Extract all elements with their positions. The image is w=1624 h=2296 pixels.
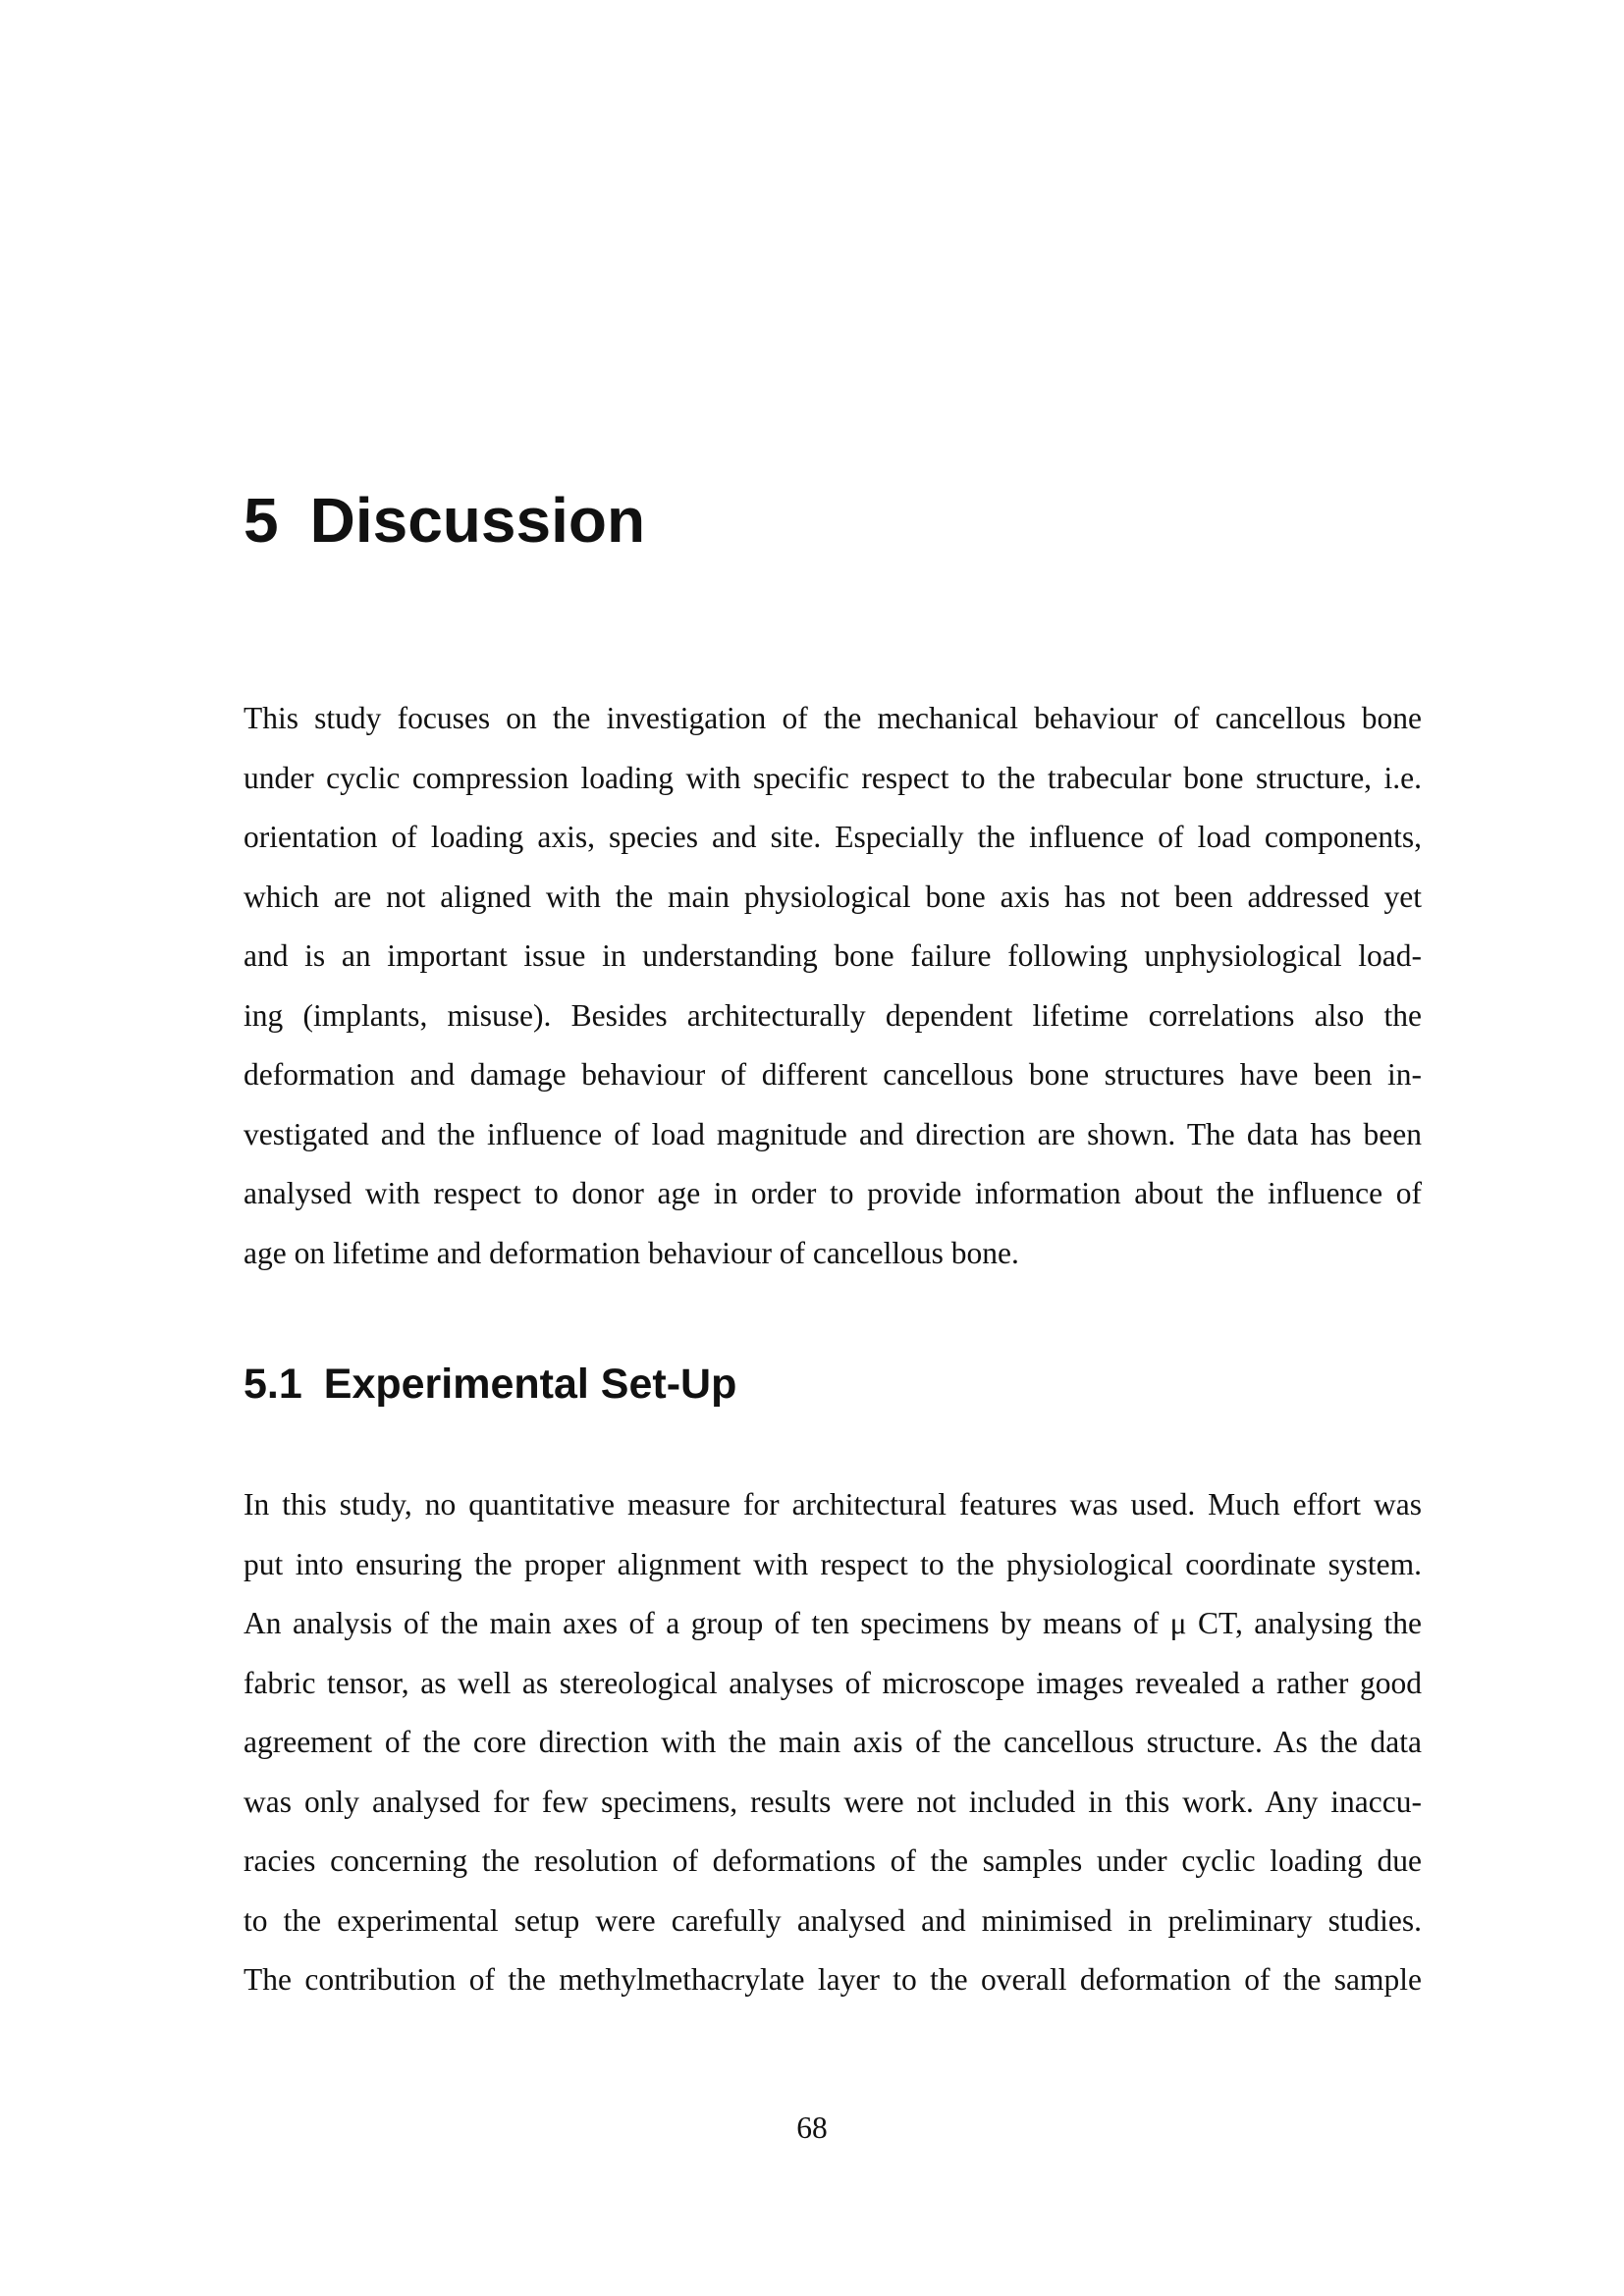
chapter-title: Discussion	[309, 485, 646, 556]
section-heading	[244, 1357, 736, 1412]
paragraph-line: An analysis of the main axes of a group of ten specimens by means of μ CT, analysing the	[244, 1606, 1422, 1640]
paragraph-line: put into ensuring the proper alignment with respect to the physiological coordinate system.	[244, 1546, 1422, 1581]
section-title: Experimental Set-Up	[323, 1361, 737, 1408]
paragraph-line: and is an important issue in understanding bone failure following unphysiological load-	[244, 938, 1422, 973]
paragraph-line: was only analysed for few specimens, results were not included in this work. Any inaccu-	[244, 1784, 1422, 1819]
paragraph-line: age on lifetime and deformation behaviour of cancellous bone.	[244, 1235, 1019, 1270]
page-number: 68	[796, 2110, 828, 2145]
chapter-heading	[244, 481, 645, 560]
paragraph-line: The contribution of the methylmethacrylate layer to the overall deformation of the sample	[244, 1962, 1422, 1997]
paragraph-line: In this study, no quantitative measure for architectural features was used. Much effort was	[244, 1487, 1422, 1522]
setup-paragraph	[244, 1475, 1422, 2010]
paragraph-line: This study focuses on the investigation of the mechanical behaviour of cancellous bone	[244, 701, 1422, 735]
paragraph-line: deformation and damage behaviour of different cancellous bone structures have been in-	[244, 1057, 1422, 1092]
paragraph-line: analysed with respect to donor age in order to provide information about the influence of	[244, 1176, 1422, 1210]
paragraph-line: orientation of loading axis, species and site. Especially the influence of load components,	[244, 820, 1422, 854]
paragraph-line: ing (implants, misuse). Besides architecturally dependent lifetime correlations also the	[244, 997, 1422, 1033]
paragraph-line: which are not aligned with the main physiological bone axis has not been addressed yet	[244, 879, 1422, 914]
chapter-number: 5	[244, 485, 279, 556]
paragraph-line: under cyclic compression loading with specific respect to the trabecular bone structure, i.e.	[244, 760, 1422, 795]
section-number: 5.1	[244, 1361, 302, 1408]
paragraph-line: to the experimental setup were carefully analysed and minimised in preliminary studies.	[244, 1902, 1422, 1938]
paragraph-line: vestigated and the influence of load magnitude and direction are shown. The data has been	[244, 1116, 1422, 1151]
paragraph-line: agreement of the core direction with the main axis of the cancellous structure. As the data	[244, 1725, 1422, 1759]
paragraph-line: fabric tensor, as well as stereological analyses of microscope images revealed a rather good	[244, 1665, 1422, 1700]
paragraph-line: racies concerning the resolution of deformations of the samples under cyclic loading due	[244, 1843, 1422, 1878]
intro-paragraph	[244, 689, 1422, 1283]
